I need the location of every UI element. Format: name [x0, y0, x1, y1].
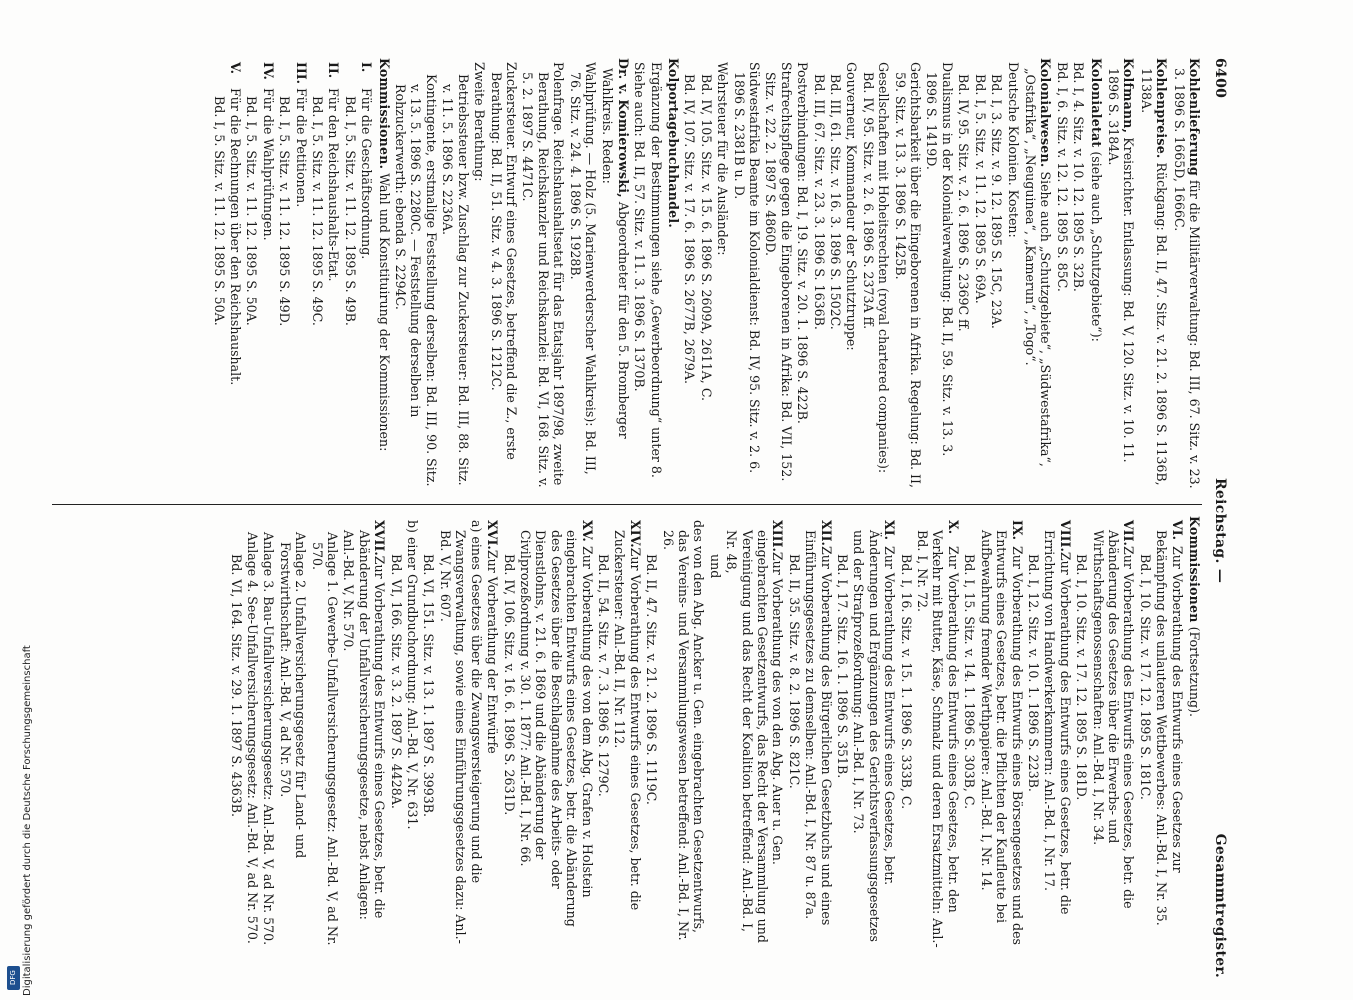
sub-entry: Bd. I, 5. Sitz. v. 11. 12. 1895 S. 69A. [972, 74, 988, 304]
entry-heading: Kolonialwesen. [1038, 58, 1054, 168]
header-section: Gesammtregister. [1212, 833, 1228, 978]
sub-entry: Bd. II, 54. Sitz. v. 7. 3. 1896 S. 1279C. [595, 554, 611, 797]
entry-heading: Kolonialetat [1088, 58, 1104, 148]
entry-text: Für die Rechnungen über den Reichshaushalt. [228, 88, 244, 386]
credit-text: Digitalisierung gefördert durch die Deutsche Forschungsgemeinschaft [22, 645, 33, 996]
entry-text: Zur Vorberathung des Entwurfs eines Gesetzes, betr. Änderungen und Ergänzungen des Gerichtsverfassungsgesetzes und der Strafprozeßordnung: Anl.-Bd. I, Nr. 73. [851, 530, 898, 942]
sub-entry: des von den Abg. Ancker u. Gen. eingebrachten Gesetzentwurfs, das Vereins- und Versammlungswesen betreffend: Anl.-Bd. I, Nr. 26. [660, 520, 707, 941]
index-entry [666, 58, 681, 490]
entry-text: Zur Vorberathung des Entwurfs eines Gesetzes, betr. die Abänderung der Unfallversicherungsgesetze, nebst Anlagen: Anl.-Bd. V, Nr. 570. [341, 530, 388, 920]
entry-number: XIV. [627, 520, 643, 548]
entry-text: (Fortsetzung). [1187, 622, 1202, 718]
entry-number: IV. [260, 62, 276, 80]
numbered-entry [1090, 516, 1136, 948]
sub-entry: Gerichtsbarkeit über die Eingeborenen in Afrika. Regelung: Bd. II, 59. Sitz. v. 13. 3. 1896 S. 1425B. [892, 62, 924, 489]
entry-number: III. [293, 62, 309, 85]
entry-text: Für die Geschäftsordnung. [359, 88, 375, 260]
sub-entry: Südwestafrika Beamte im Kolonialdienst: Bd. IV, 95. Sitz. v. 2. 6. 1896 S. 2381B u. D. [731, 62, 763, 474]
rotated-page-content [48, 58, 1228, 978]
index-entry [1106, 58, 1137, 490]
sub-entry: Anlage 2. Unfallversicherungsgesetz für Land- und Forstwirthschaft: Anl.-Bd. V, ad Nr. 570. [277, 532, 309, 859]
index-columns [52, 58, 1202, 978]
entry-text: Siehe auch „Schutzgebiete“, „Südwestafrika“, „Ostafrika“, „Neuguinea“, „Kamerun“, „Togo“. [1022, 68, 1054, 467]
entry-text: Zur Vorberathung des Entwurfs eines Gesetzes, betr. die Abänderung des Gesetzes über die Erwerbs- und Wirthschaftsgenossenschaften: Anl.-Bd. I, Nr. 34. [1090, 530, 1137, 909]
sub-entry: Bd. IV, 105. Sitz. v. 15. 6. 1896 S. 2609A, 2611A, C. [698, 74, 714, 402]
entry-number: XV. [579, 520, 595, 542]
sub-entry: Bd. VI, 166. Sitz. v. 3. 2. 1897 S. 4428A. [388, 554, 404, 809]
entry-heading: Dr. v. Komierowski, [615, 58, 631, 198]
entry-text: Rückgang: Bd. II, 47. Sitz. v. 21. 2. 1896 S. 1136B, 1138A. [1138, 68, 1170, 486]
entry-text: Zur Vorberathung des von dem Abg. Grafen v. Holstein eingebrachten Entwurfs eines Gesetzes, betr. die Abänderung des Gesetzes über die Beschlagnahme des Arbeits- oder Dienstlohns, v. 21. 6. 1869 und die Abänderung der Civilprozeßordnung v. 30. 1. 1877: Anl.-Bd. I, Nr. 66. [517, 530, 595, 927]
sub-entry: Kontingente, erstmalige Feststellung derselben: Bd. III, 90. Sitz. v. 13. 5. 1896 S. 2280C. — Feststellung derselben in Rohzuckerwerth: ebenda S. 2294C. [393, 74, 439, 487]
sub-entry: Betriebssteuer bzw. Zuschlag zur Zuckersteuer: Bd. III, 88. Sitz. v. 11. 5. 1896 S. 2236A. [440, 74, 471, 486]
sub-entry: Bd. I, 10. Sitz. v. 17. 12. 1895 S. 181C. [1137, 554, 1153, 800]
numbered-entry [518, 516, 595, 948]
dfg-logo: DFG [7, 966, 20, 990]
index-entry [1171, 58, 1202, 490]
entry-number: X. [945, 520, 961, 535]
sub-entry: Wahlprüfung. — Holz (5. Marienwerderscher Wahlkreis): Bd. III, 76. Sitz. v. 24. 4. 1896 S. 1928B. [567, 62, 598, 475]
sub-entry: Ergänzung der Bestimmungen siehe „Gewerbeordnung“ unter 8. [648, 62, 664, 478]
sub-entry: Bd. IV, 106. Sitz. v. 16. 6. 1896 S. 2631D. [501, 554, 517, 816]
sub-entry: Bd. IV, 107. Sitz. v. 17. 6. 1896 S. 2677B, 2679A. [682, 74, 698, 384]
entry-text: (siehe auch „Schutzgebiete“): [1088, 147, 1104, 342]
digitization-credit [4, 0, 33, 1000]
entry-number: VII. [1121, 520, 1137, 546]
header-title: Reichstag. — [1212, 478, 1228, 584]
sub-entry: Postverbindungen: Bd. I, 19. Sitz. v. 20. 1. 1896 S. 422B. [795, 62, 811, 424]
entry-number: XVII. [372, 520, 388, 556]
sub-entry: Gesellschaften mit Hoheitsrechten (royal chartered companies): Bd. IV, 95. Sitz. v. 2. 6. 1896 S. 2373A ff. [860, 62, 892, 474]
index-entry [1023, 58, 1054, 490]
entry-number: XIII. [770, 520, 786, 552]
index-entry [376, 58, 391, 490]
entry-text: Zur Vorberathung des von den Abg. Auer u. Gen. eingebrachten Gesetzentwurfs, das Recht der Versammlung und Vereinigung und das Recht der Koalition betreffend: Anl.-Bd. I, Nr. 48, [724, 530, 786, 943]
numbered-entry [915, 516, 961, 948]
entry-number: IX. [1009, 520, 1025, 541]
numbered-entry [978, 516, 1024, 948]
sub-entry: Bd. III, 67. Sitz. v. 23. 3. 1896 S. 1636B. [811, 74, 827, 330]
sub-entry: Zuckersteuer. Entwurf eines Gesetzes, betreffend die Z., erste Berathung: Bd. II, 51. Sitz. v. 4. 3. 1896 S. 1212C. [488, 62, 519, 460]
sub-entry: Bd. I, 5. Sitz. v. 11. 12. 1895 S. 50A. [244, 96, 260, 326]
sub-entry: Zweite Berathung: [472, 62, 488, 182]
sub-entry: Bd. I, 16. Sitz. v. 15. 1. 1896 S. 333B, C. [898, 554, 914, 810]
sub-entry: Bd. I, 6. Sitz. v. 12. 12. 1895 S. 85C. [1054, 62, 1070, 292]
page-header [1206, 58, 1228, 978]
entry-text: Zur Vorberathung des Entwurfs eines Gesetzes zur Bekämpfung des unlauteren Wettbewerbes: Anl.-Bd. I, Nr. 35. [1154, 530, 1185, 926]
column-divider [52, 504, 1202, 505]
index-entry [1088, 58, 1103, 490]
numbered-entry [293, 58, 308, 490]
numbered-entry [260, 58, 275, 490]
index-entry [1187, 516, 1202, 948]
numbered-entry [851, 516, 897, 948]
sub-entry: Bd. I, 5. Sitz. v. 11. 12. 1895 S. 49B. [342, 96, 358, 326]
entry-number: XI. [882, 520, 898, 541]
entry-number: I. [359, 62, 375, 73]
entry-text: Zur Vorberathung des Entwurfs eines Gesetzes, betr. den Verkehr mit Butter, Käse, Schmalz und deren Ersatzmitteln: Anl.-Bd. I, Nr. 72. [915, 530, 961, 948]
sub-entry: a) eines Gesetzes über die Zwangsversteigerung und die Zwangsverwaltung, sowie eines Einführungsgesetzes dazu: Anl.-Bd. V, Nr. 607. [437, 520, 484, 944]
sub-entry: Bd. I, 10. Sitz. v. 17. 12. 1895 S. 181D. [1074, 554, 1090, 801]
numbered-entry [612, 516, 643, 948]
index-entry [1138, 58, 1169, 490]
entry-number: VI. [1169, 520, 1185, 541]
sub-entry: Bd. I, 3. Sitz. v. 9. 12. 1895 S. 15C, 23A. [989, 74, 1005, 329]
sub-entry: Bd. I, 17. Sitz. 16. 1. 1896 S. 351B. [835, 554, 851, 779]
sub-entry: Bd. I, 15. Sitz. v. 14. 1. 1896 S. 303B, C. [962, 554, 978, 810]
entry-number: V. [228, 62, 244, 74]
entry-number: XVI. [485, 520, 501, 550]
sub-entry: Wehrsteuer für die Ausländer: [715, 62, 731, 256]
numbered-entry [341, 516, 387, 948]
entry-heading: Kommissionen. [376, 58, 392, 170]
sub-entry: Bd. IV, 95. Sitz. v. 2. 6. 1896 S. 2369C ff. [956, 74, 972, 332]
entry-text: Für den Reichshaushalts-Etat. [326, 88, 342, 282]
entry-heading: Kolfmann, [1121, 58, 1137, 134]
entry-text: Zur Vorberathung der Entwürfe [485, 549, 501, 754]
entry-text: Zur Vorberathung des Bürgerlichen Gesetzbuchs und eines Einführungsgesetzes zu demselben: Anl.-Bd. I, Nr. 87 u. 87a. [803, 530, 834, 926]
sub-entry: Bd. I, 5. Sitz. v. 11. 12. 1895 S. 50A. [211, 96, 227, 326]
entry-text: Abgeordneter für den 5. Bromberger Wahlkreis. Reden: [600, 68, 631, 439]
numbered-entry [1154, 516, 1185, 948]
entry-text: Wahl und Konstituirung der Kommissionen: [376, 169, 392, 452]
entry-text: für die Militärverwaltung: Bd. III, 67. Sitz. v. 23. 3. 1896 S. 1665D, 1666C. [1171, 68, 1202, 489]
sub-entry: Bd. VI, 164. Sitz. v. 29. 1. 1897 S. 4363B. [228, 554, 244, 818]
sub-entry: Deutsche Kolonien. Kosten: [1005, 62, 1021, 238]
numbered-entry [326, 58, 341, 490]
numbered-entry [359, 58, 374, 490]
sub-entry: Bd. II, 47. Sitz. v. 21. 2. 1896 S. 1119C. [644, 554, 660, 805]
sub-entry: Anlage 4. See-Unfallversicherungsgesetz: Anl.-Bd. V, ad Nr. 570. [245, 532, 261, 944]
sub-entry: Bd. II, 35. Sitz. v. 8. 2. 1896 S. 821C. [786, 554, 802, 789]
entry-number: XII. [818, 520, 834, 546]
sub-entry: und [707, 554, 723, 579]
entry-text: Zur Vorberathung des Entwurfs eines Börsengesetzes und des Entwurfs eines Gesetzes, betr. die Pflichten der Kaufleute bei Aufbewahrung fremder Werthpapiere: Anl.-Bd. I, Nr. 14. [978, 530, 1025, 946]
numbered-entry [228, 58, 243, 490]
entry-number: II. [326, 62, 342, 79]
sub-entry: Strafrechtspflege gegen die Eingeborenen in Afrika: Bd. VII, 152. Sitz. v. 22. 2. 1897 S. 4860D. [763, 62, 794, 482]
sub-entry: Bd. I, 5. Sitz. v. 11. 12. 1895 S. 49D. [277, 96, 293, 327]
sub-entry: Bd. VI, 151. Sitz. v. 13. 1. 1897 S. 3993B. [421, 554, 437, 818]
entry-heading: Kolportagebuchhandel. [666, 58, 681, 228]
entry-text: Zur Vorberathung des Entwurfs eines Gesetzes, betr. die Errichtung von Handwerkerkammern: Anl.-Bd. I, Nr. 17. [1042, 530, 1073, 915]
entry-heading: Kohlenlieferung [1187, 58, 1202, 176]
entry-text: Kreisrichter. Entlassung: Bd. V, 120. Sitz. v. 10. 11. 1896 S. 3184A. [1105, 68, 1137, 463]
sub-entry: Polenfrage. Reichshaushaltsetat für das Etatsjahr 1897/98, zweite Berathung, Reichskanzler und Reichskanzlei: Bd. VI, 168. Sitz. v. 5. 2. 1897 S. 4471C. [520, 62, 567, 488]
sub-entry: Bd. I, 5. Sitz. v. 11. 12. 1895 S. 49C. [310, 96, 326, 326]
sub-entry: Siehe auch: Bd. II, 57. Sitz. v. 11. 3. 1896 S. 1370B. [632, 62, 648, 392]
sub-entry: Anlage 3. Bau-Unfallversicherungsgesetz: Anl.-Bd. V, ad Nr. 570. [261, 532, 277, 946]
entry-heading: Kommissionen [1187, 516, 1202, 623]
entry-number: VIII. [1057, 520, 1073, 552]
sub-entry: Bd. I, 4. Sitz. v. 10. 12. 1895 S. 32B. [1071, 62, 1087, 292]
sub-entry: Bd. I, 12. Sitz. v. 10. 1. 1896 S. 223B. [1025, 554, 1041, 792]
sub-entry: Anlage 1. Gewerbe-Unfallversicherungsgesetz: Anl.-Bd. V, ad Nr. 570. [309, 532, 341, 946]
sub-entry: Bd. III, 61. Sitz. v. 16. 3. 1896 S. 1502C. [828, 74, 844, 330]
numbered-entry [1042, 516, 1073, 948]
sub-entry: b) einer Grundbuchordnung: Anl.-Bd. V, Nr. 631. [405, 520, 421, 830]
left-column [210, 58, 1202, 490]
numbered-entry [724, 516, 786, 948]
sub-entry: Dualismus in der Kolonialverwaltung: Bd. II, 59. Sitz. v. 13. 3. 1896 S. 1419D. [924, 62, 955, 457]
sub-entry: Gouverneur, Kommandeur der Schutztruppe: [844, 62, 860, 351]
numbered-entry [803, 516, 834, 948]
numbered-entry [485, 516, 500, 948]
right-column [227, 516, 1202, 948]
entry-heading: Kohlenpreise. [1154, 58, 1170, 159]
index-entry [600, 58, 631, 490]
entry-text: Zur Vorberathung des Entwurfs eines Gesetzes, betr. die Zuckersteuer: Anl.-Bd. II, Nr. 112. [612, 530, 643, 911]
entry-text: Für die Wahlprüfungen. [260, 88, 276, 241]
entry-text: Für die Petitionen. [293, 88, 309, 208]
page-number: 6400 [1212, 58, 1228, 99]
